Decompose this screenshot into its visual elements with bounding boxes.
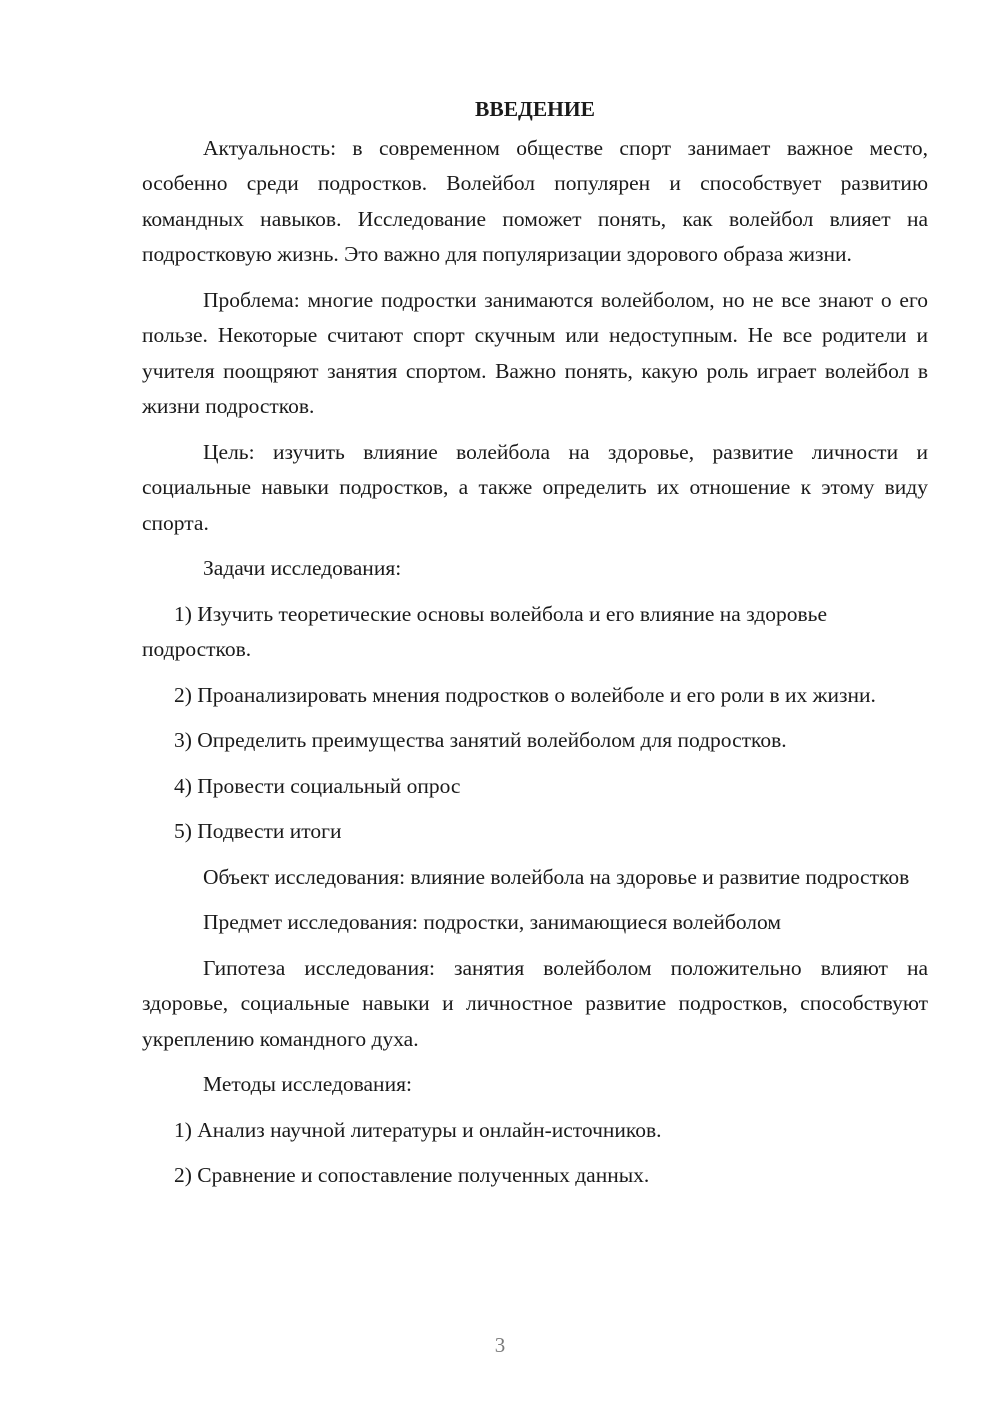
problem-paragraph: Проблема: многие подростки занимаются волейболом, но не все знают о его пользе. Некоторые считают спорт скучным или недоступным. Не все родители и учителя поощряют занятия спортом. Важно понять, какую роль играет волейбол в жизни подростков. bbox=[142, 287, 928, 418]
tasks-heading: Задачи исследования: bbox=[203, 556, 402, 580]
section-title: ВВЕДЕНИЕ bbox=[475, 97, 595, 121]
task-item: 1) Изучить теоретические основы волейбола и его влияние на здоровье подростков. bbox=[142, 601, 828, 661]
task-item: 5) Подвести итоги bbox=[174, 819, 342, 843]
method-item: 1) Анализ научной литературы и онлайн-источников. bbox=[174, 1117, 662, 1142]
object-paragraph: Объект исследования: влияние волейбола на здоровье и развитие подростков bbox=[203, 864, 910, 889]
task-item: 2) Проанализировать мнения подростков о волейболе и его роли в их жизни. bbox=[174, 682, 876, 707]
task-item: 4) Провести социальный опрос bbox=[174, 773, 461, 798]
method-item: 2) Сравнение и сопоставление полученных данных. bbox=[174, 1163, 650, 1187]
task-item: 3) Определить преимущества занятий волейболом для подростков. bbox=[174, 728, 787, 752]
methods-heading: Методы исследования: bbox=[203, 1072, 412, 1096]
subject-paragraph: Предмет исследования: подростки, занимающиеся волейболом bbox=[203, 910, 781, 934]
page-number: 3 bbox=[494, 1333, 506, 1357]
relevance-paragraph: Актуальность: в современном обществе спорт занимает важное место, особенно среди подростков. Волейбол популярен и способствует развитию командных навыков. Исследование поможет понять, как волейбол влияет на подростковую жизнь. Это важно для популяризации здорового образа жизни. bbox=[142, 135, 928, 266]
goal-paragraph: Цель: изучить влияние волейбола на здоровье, развитие личности и социальные навыки подростков, а также определить их отношение к этому виду спорта. bbox=[142, 439, 928, 535]
hypothesis-paragraph: Гипотеза исследования: занятия волейболом положительно влияют на здоровье, социальные навыки и личностное развитие подростков, способствуют укреплению командного духа. bbox=[142, 955, 928, 1051]
document-page bbox=[142, 92, 928, 1204]
